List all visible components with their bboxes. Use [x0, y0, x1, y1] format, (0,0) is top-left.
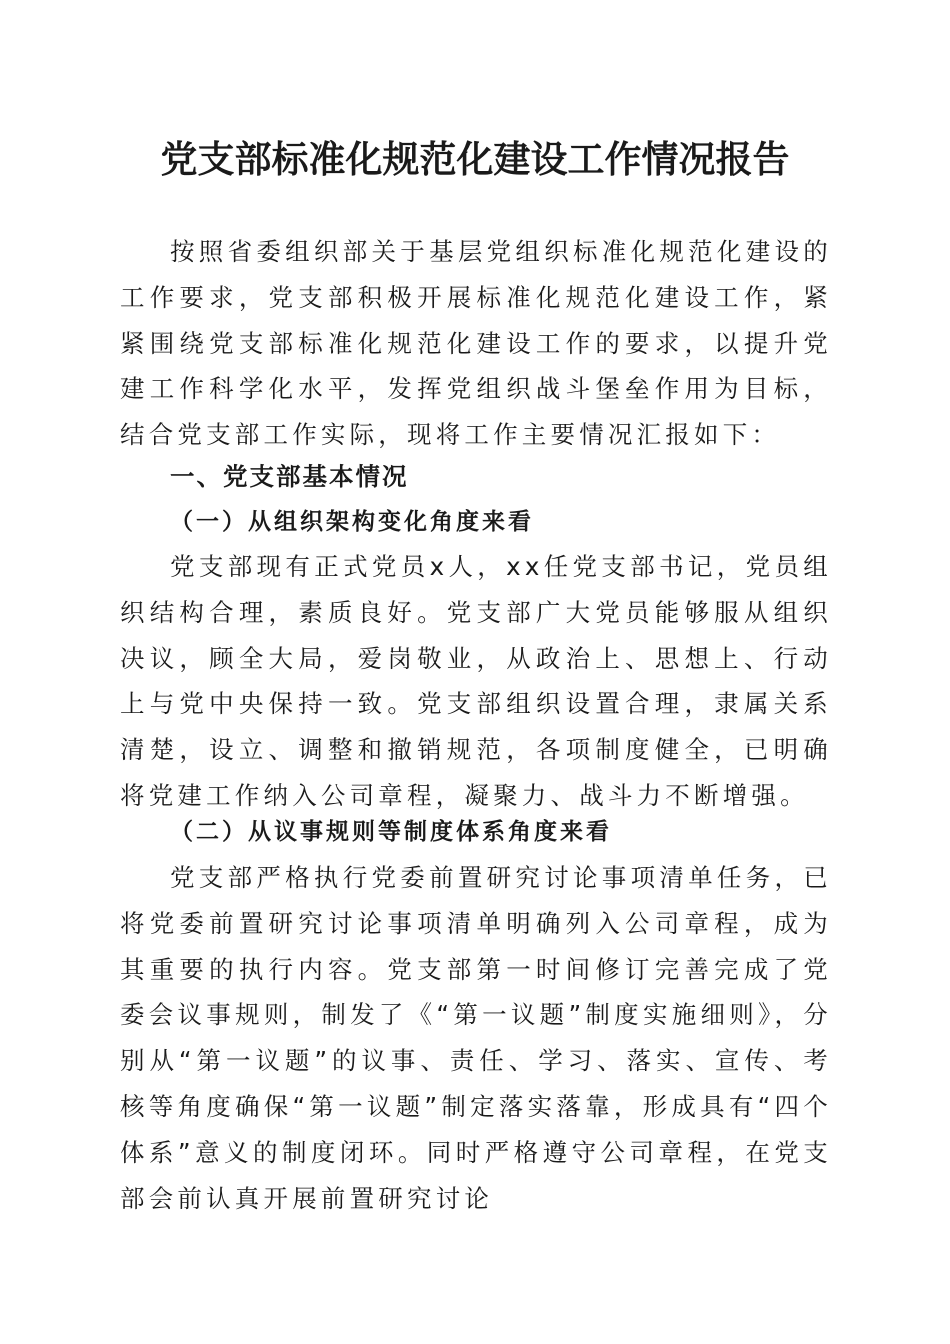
subsection-heading-organization: （一）从组织架构变化角度来看: [170, 508, 534, 535]
organization-paragraph: 党支部现有正式党员x人，xx任党支部书记，党员组织结构合理，素质良好。党支部广大党员能够服从组织决议，顾全大局，爱岗敬业，从政治上、思想上、行动上与党中央保持一致。党支部组织设置合理，隶属关系清楚，设立、调整和撤销规范，各项制度健全，已明确将党建工作纳入公司章程，凝聚力、战斗力不断增强。: [120, 552, 832, 810]
rules-paragraph: 党支部严格执行党委前置研究讨论事项清单任务，已将党委前置研究讨论事项清单明确列入公司章程，成为其重要的执行内容。党支部第一时间修订完善完成了党委会议事规则，制发了《“第一议题”制度实施细则》，分别从“第一议题”的议事、责任、学习、落实、宣传、考核等角度确保“第一议题”制定落实落靠，形成具有“四个体系”意义的制度闭环。同时严格遵守公司章程，在党支部会前认真开展前置研究讨论: [120, 863, 832, 1213]
section-heading-basic-info: 一、党支部基本情况: [170, 462, 409, 491]
page-title: 党支部标准化规范化建设工作情况报告: [160, 137, 790, 181]
subsection-heading-rules: （二）从议事规则等制度体系角度来看: [170, 818, 612, 845]
intro-paragraph: 按照省委组织部关于基层党组织标准化规范化建设的工作要求，党支部积极开展标准化规范化建设工作，紧紧围绕党支部标准化规范化建设工作的要求，以提升党建工作科学化水平，发挥党组织战斗堡垒作用为目标，结合党支部工作实际，现将工作主要情况汇报如下：: [120, 237, 832, 450]
